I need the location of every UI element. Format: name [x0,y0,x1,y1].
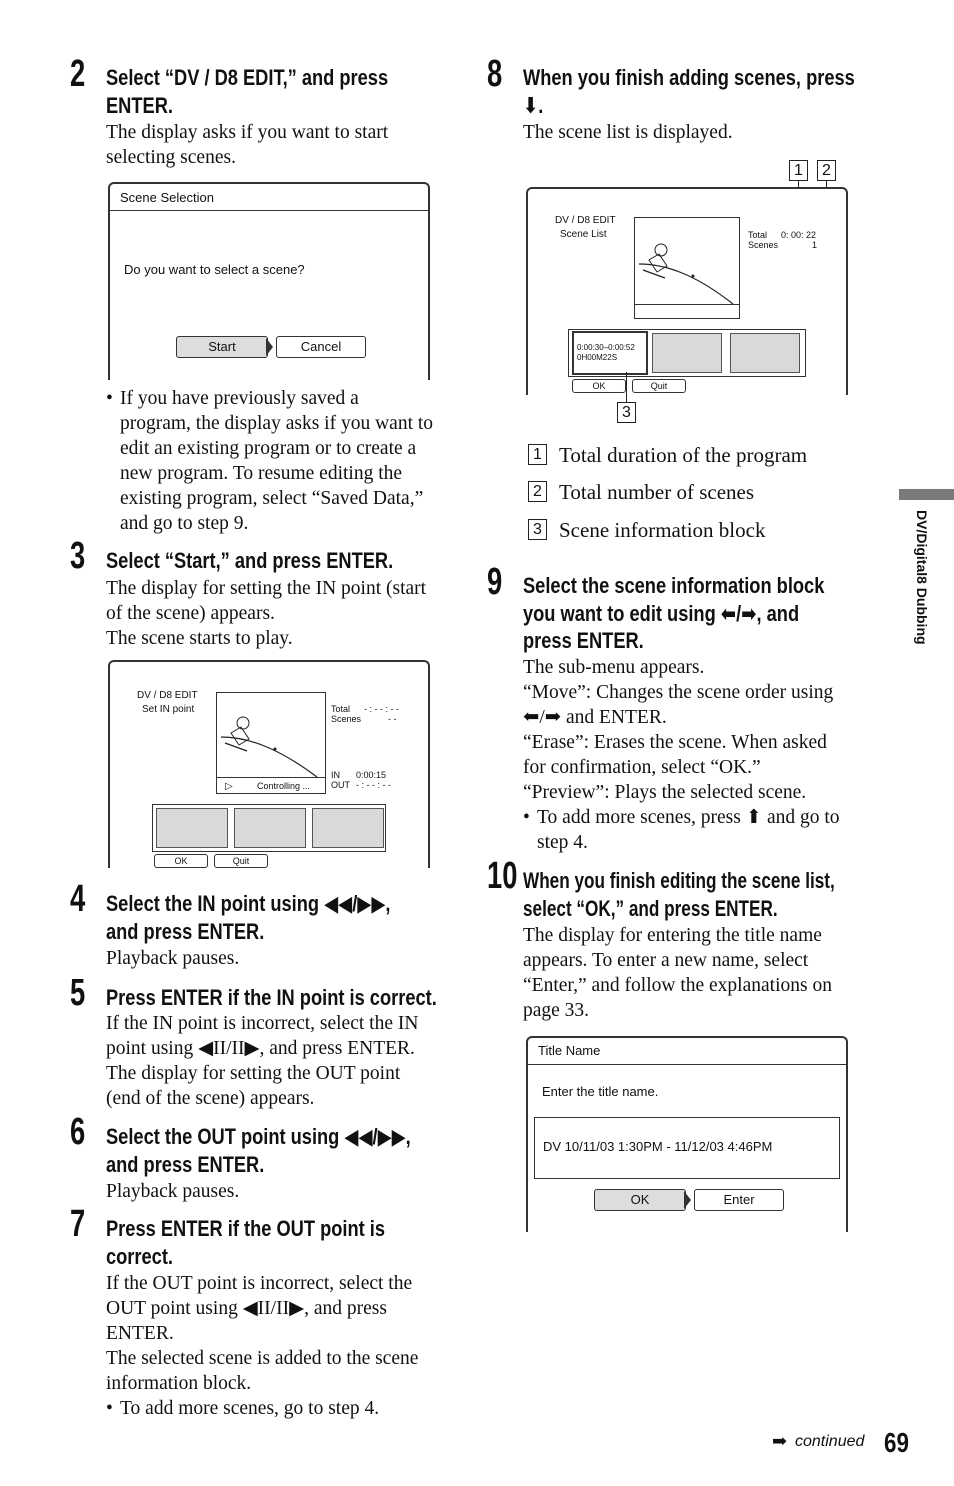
body-line: selecting scenes. [106,147,236,168]
heading-line: Select the IN point using ◀◀/▶▶, [106,891,391,916]
in-value: 0:00:15 [356,770,387,780]
body-line: The selected scene is added to the scene [106,1348,419,1369]
heading-line: press ENTER. [523,628,644,653]
heading-line: Select the scene information block [523,573,825,598]
body-line: The display for setting the IN point (start [106,578,427,599]
callout-line [626,372,627,402]
preview-window [634,217,740,319]
legend-text: Total duration of the program [559,443,808,467]
step-heading: Press ENTER if the IN point is correct. [106,985,437,1010]
title-name-screen [526,1036,848,1232]
body-line: new program. To resume editing the [120,463,403,484]
arrow-right-icon [684,1191,691,1209]
callout-2: 2 [817,160,836,181]
quit-button[interactable]: Quit [632,379,686,393]
step-body [106,576,426,651]
scene-thumbnail[interactable] [234,808,306,848]
heading-line: Press ENTER if the OUT point is [106,1216,386,1241]
callout-1: 1 [789,160,808,181]
play-icon: ▷ [225,781,233,792]
body-line: OUT point using ◀II/II▶, and press [106,1298,387,1319]
body-line: If the IN point is incorrect, select the IN [106,1013,419,1034]
out-value: - : - - : - - [356,780,391,790]
preview-window [216,692,326,794]
body-line: step 4. [537,832,588,853]
bullet-icon: • [523,807,530,828]
legend-text: Total number of scenes [559,480,755,504]
total-value: 0: 00: 22 [781,230,817,240]
heading-line: When you finish adding scenes, press [523,65,855,90]
title-name-value: DV 10/11/03 1:30PM - 11/12/03 4:46PM [543,1139,773,1154]
legend-text: Scene information block [559,518,766,542]
scene-list-screen [526,187,848,395]
step-body: Playback pauses. [106,1181,240,1202]
scene-thumbnail[interactable] [312,808,384,848]
legend-marker-2: 2 [528,481,547,502]
body-line: (end of the scene) appears. [106,1088,315,1109]
step-heading [523,867,835,922]
step-heading [106,890,390,945]
body-line: ⬅/➡ and ENTER. [523,707,667,728]
heading-line: ⬇. [523,92,544,118]
ok-button[interactable]: OK [154,854,208,868]
body-line: The display for entering the title name [523,925,822,946]
scene-time-range: 0:00:30–0:00:52 [577,343,635,352]
screen-question: Do you want to select a scene? [124,262,305,277]
scene-info-block[interactable] [572,331,648,375]
total-value: - : - - : - - [364,704,399,714]
bullet-icon: • [106,388,113,409]
bullet-note [106,386,434,536]
step-body [523,655,833,805]
body-line: If the OUT point is incorrect, select the [106,1273,413,1294]
scene-thumbnail[interactable] [156,808,228,848]
body-line: existing program, select “Saved Data,” [120,488,424,509]
title-name-field[interactable] [534,1117,840,1179]
step-number: 2 [70,53,86,95]
divider [217,777,325,778]
scenes-value: 1 [812,240,818,250]
body-line: To add more scenes, press ⬆ and go to [537,807,840,828]
in-label: IN [331,770,340,780]
enter-button[interactable]: Enter [694,1189,784,1211]
step-number: 8 [487,53,503,95]
section-tab-bar [899,489,954,500]
ok-button[interactable]: OK [572,379,626,393]
step-heading [106,1215,385,1270]
out-label: OUT [331,780,350,790]
scenes-label: Scenes [748,240,779,250]
body-line: The display asks if you want to start [106,122,389,143]
body-line: edit an existing program or to create a [120,438,417,459]
skier-image [217,693,325,779]
body-line: page 33. [523,1000,590,1021]
heading-line: select “OK,” and press ENTER. [523,895,778,921]
body-line: appears. To enter a new name, select [523,950,809,971]
step-heading [523,64,855,119]
step-body [106,1271,418,1396]
continued-label: continued [795,1433,865,1450]
heading-line: you want to edit using ⬅/➡, and [523,600,800,626]
step-heading: Select “Start,” and press ENTER. [106,548,394,573]
screen-title: Scene Selection [120,190,214,205]
body-line: “Erase”: Erases the scene. When asked [523,732,827,753]
scenes-label: Scenes [331,714,362,724]
heading-line: When you finish editing the scene list, [523,868,835,893]
bullet-note [106,1396,380,1421]
body-line: The sub-menu appears. [523,657,705,678]
skier-image [635,218,739,306]
continued-arrow-icon: ➡ [772,1431,788,1451]
arrow-right-icon [266,338,273,356]
screen-sublabel: Set IN point [142,704,195,715]
divider [635,304,739,305]
body-line: “Preview”: Plays the selected scene. [523,782,807,803]
step-body: The scene list is displayed. [523,122,733,143]
step-heading [106,1123,411,1178]
step-number: 7 [70,1203,86,1245]
step-heading [106,64,388,119]
body-line: program, the display asks if you want to [120,413,434,434]
body-line: of the scene) appears. [106,603,275,624]
heading-line: ENTER. [106,92,173,118]
screen-prompt: Enter the title name. [542,1084,659,1099]
heading-line: Select the OUT point using ◀◀/▶▶, [106,1124,411,1149]
body-line: The display for setting the OUT point [106,1063,401,1084]
scene-thumbnail[interactable] [652,333,722,373]
total-label: Total [748,230,768,240]
section-tab-label: DV/Digital8 Dubbing [914,510,930,645]
divider [110,210,428,211]
heading-line: correct. [106,1243,173,1269]
body-line: point using ◀II/II▶, and press ENTER. [106,1038,415,1059]
body-line: ENTER. [106,1323,174,1344]
step-number: 6 [70,1111,86,1153]
step-number: 10 [487,855,518,897]
screen-title: Title Name [538,1043,601,1058]
heading-line: and press ENTER. [106,918,265,944]
bullet-icon: • [106,1398,113,1419]
scene-duration: 0H00M22S [577,353,618,362]
scene-selection-screen [108,182,430,380]
body-line: “Enter,” and follow the explanations on [523,975,832,996]
callout-3: 3 [617,402,636,423]
body-line: and go to step 9. [120,513,249,534]
step-number: 9 [487,561,503,603]
step-body: Playback pauses. [106,948,240,969]
legend-marker-1: 1 [528,444,547,465]
body-line: The scene starts to play. [106,628,293,649]
scenes-value: - - [388,714,397,724]
body-line: If you have previously saved a [120,388,359,409]
body-line: To add more scenes, go to step 4. [120,1398,380,1419]
cancel-button[interactable]: Cancel [276,336,366,358]
scene-thumbnail[interactable] [730,333,800,373]
start-button[interactable]: Start [176,336,268,358]
step-body [523,923,832,1023]
legend-marker-3: 3 [528,519,547,540]
set-in-point-screen [108,660,430,868]
page-number: 69 [884,1427,909,1458]
body-line: information block. [106,1373,252,1394]
screen-label: DV / D8 EDIT [555,215,616,226]
step-number: 4 [70,878,86,920]
screen-label: DV / D8 EDIT [137,690,198,701]
control-status: Controlling ... [257,781,311,791]
ok-button[interactable]: OK [594,1189,686,1211]
step-number: 5 [70,972,86,1014]
divider [528,1064,846,1065]
step-heading [523,572,824,655]
step-number: 3 [70,535,86,577]
total-label: Total [331,704,351,714]
quit-button[interactable]: Quit [214,854,268,868]
body-line: for confirmation, select “OK.” [523,757,761,778]
step-body [106,1011,418,1111]
heading-line: Select “DV / D8 EDIT,” and press [106,65,389,90]
bullet-note [523,805,840,855]
screen-sublabel: Scene List [560,229,607,240]
body-line: “Move”: Changes the scene order using [523,682,834,703]
step-body [106,120,388,170]
heading-line: and press ENTER. [106,1151,265,1177]
